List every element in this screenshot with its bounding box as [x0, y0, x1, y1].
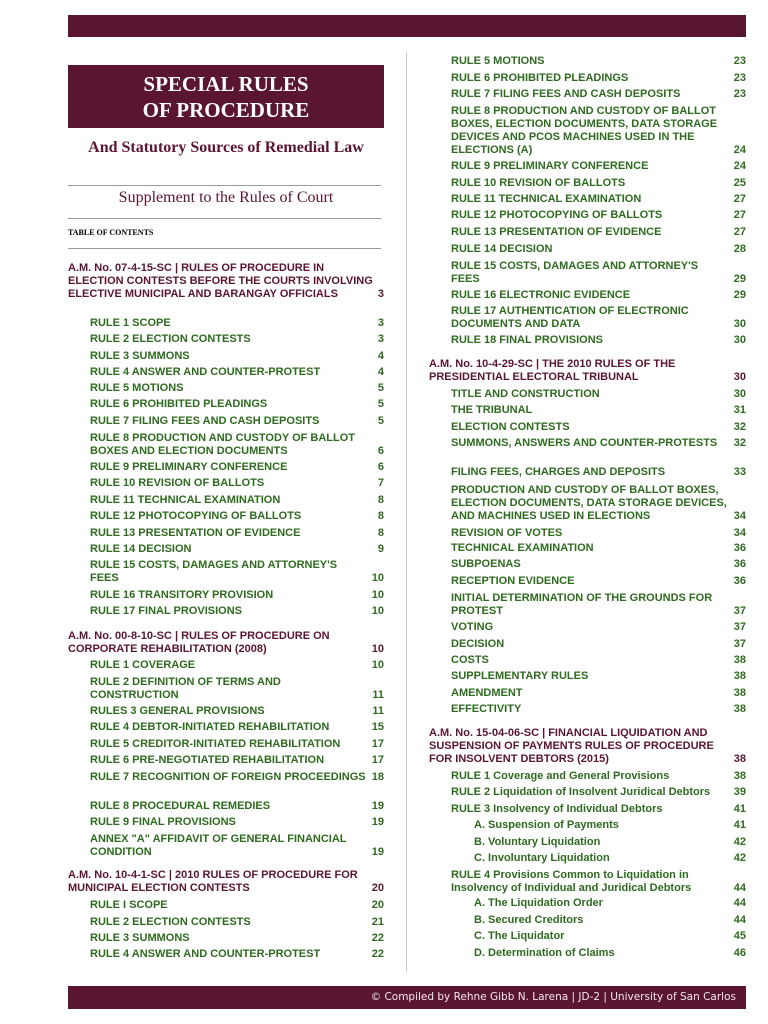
- toc-entry[interactable]: [90, 676, 384, 702]
- toc-entry[interactable]: [90, 589, 384, 602]
- toc-entry[interactable]: [451, 670, 746, 683]
- toc-entry-title: RULE 7 FILING FEES AND CASH DEPOSITS: [451, 88, 681, 100]
- toc-entry[interactable]: [90, 705, 384, 718]
- toc-entry[interactable]: [451, 558, 746, 571]
- toc-entry[interactable]: [451, 209, 746, 222]
- toc-entry-title: SUPPLEMENTARY RULES: [451, 670, 589, 682]
- title-line-2: OF PROCEDURE: [142, 98, 310, 122]
- toc-entry[interactable]: [451, 575, 746, 588]
- toc-entry-page: 41: [733, 803, 746, 815]
- toc-entry[interactable]: [451, 388, 746, 401]
- toc-entry-page: 18: [371, 771, 384, 783]
- toc-entry[interactable]: [90, 366, 384, 379]
- toc-entry-title: RULE 6 PROHIBITED PLEADINGS: [90, 398, 268, 410]
- toc-entry[interactable]: [451, 621, 746, 634]
- toc-entry-page: 41: [733, 819, 746, 831]
- toc-entry[interactable]: [90, 754, 384, 767]
- toc-entry-title: RULE 6 PRE-NEGOTIATED REHABILITATION: [90, 754, 325, 766]
- toc-entry-title: RULE 5 CREDITOR-INITIATED REHABILITATION: [90, 738, 341, 750]
- toc-entry-title: RULE 9 PRELIMINARY CONFERENCE: [90, 461, 288, 473]
- toc-entry-title: RULE 15 COSTS, DAMAGES AND ATTORNEY'S FEES: [90, 559, 338, 584]
- toc-entry-title: COSTS: [451, 654, 489, 666]
- toc-entry-page: 8: [377, 527, 384, 539]
- toc-entry-page: 8: [377, 494, 384, 506]
- toc-entry-page: 36: [733, 558, 746, 570]
- toc-entry-title: RULE 13 PRESENTATION OF EVIDENCE: [90, 527, 301, 539]
- toc-entry-page: 3: [377, 288, 384, 300]
- toc-entry-page: 17: [371, 738, 384, 750]
- toc-entry-title: RULE 7 RECOGNITION OF FOREIGN PROCEEDINGS: [90, 771, 366, 783]
- toc-entry-page: 32: [733, 437, 746, 449]
- toc-entry-page: 29: [733, 273, 746, 285]
- toc-entry-page: 30: [733, 334, 746, 346]
- toc-entry-title: D. Determination of Claims: [474, 947, 615, 959]
- toc-entry[interactable]: [451, 770, 746, 783]
- toc-entry-page: 38: [733, 753, 746, 765]
- toc-entry-title: B. Secured Creditors: [474, 914, 584, 926]
- toc-entry-title: RULE 8 PRODUCTION AND CUSTODY OF BALLOT BOXES, ELECTION DOCUMENTS, DATA STORAGE DEVICES AND PCOS MACHINES USED IN THE ELECTIONS (A): [451, 105, 718, 156]
- toc-entry-title: A.M. No. 10-4-29-SC | THE 2010 RULES OF THE PRESIDENTIAL ELECTORAL TRIBUNAL: [429, 358, 676, 383]
- toc-entry[interactable]: [90, 382, 384, 395]
- toc-entry-page: 10: [371, 605, 384, 617]
- toc-entry[interactable]: [474, 930, 746, 943]
- toc-entry[interactable]: [451, 869, 746, 895]
- toc-label: TABLE OF CONTENTS: [68, 228, 154, 237]
- toc-entry-title: RULE 7 FILING FEES AND CASH DEPOSITS: [90, 415, 320, 427]
- toc-entry-title: SUMMONS, ANSWERS AND COUNTER-PROTESTS: [451, 437, 718, 449]
- toc-entry[interactable]: [90, 948, 384, 961]
- toc-entry-title: TITLE AND CONSTRUCTION: [451, 388, 600, 400]
- toc-section-entry[interactable]: [68, 869, 384, 895]
- column-divider: [406, 52, 407, 972]
- toc-entry[interactable]: [474, 852, 746, 865]
- toc-section-entry[interactable]: [429, 727, 746, 766]
- toc-entry-page: 5: [377, 382, 384, 394]
- toc-entry-page: 19: [371, 846, 384, 858]
- toc-section-entry[interactable]: [429, 358, 746, 384]
- toc-entry-title: RULE 16 ELECTRONIC EVIDENCE: [451, 289, 631, 301]
- toc-entry-title: RULE 12 PHOTOCOPYING OF BALLOTS: [90, 510, 302, 522]
- toc-entry-title: INITIAL DETERMINATION OF THE GROUNDS FOR PROTEST: [451, 592, 713, 617]
- toc-entry-title: RULE 14 DECISION: [90, 543, 192, 555]
- toc-entry-title: RULE 13 PRESENTATION OF EVIDENCE: [451, 226, 662, 238]
- divider-rule: [68, 248, 381, 249]
- toc-entry[interactable]: [451, 243, 746, 256]
- toc-entry[interactable]: [451, 703, 746, 716]
- toc-entry-title: RULE 15 COSTS, DAMAGES AND ATTORNEY'S FEES: [451, 260, 699, 285]
- toc-entry-title: RULE 4 ANSWER AND COUNTER-PROTEST: [90, 366, 321, 378]
- toc-entry-title: A.M. No. 10-4-1-SC | 2010 RULES OF PROCEDURE FOR MUNICIPAL ELECTION CONTESTS: [68, 869, 358, 894]
- toc-entry-title: VOTING: [451, 621, 494, 633]
- toc-entry[interactable]: [474, 947, 746, 960]
- header-bar: [68, 15, 746, 37]
- toc-entry-page: 7: [377, 477, 384, 489]
- toc-entry-title: A. The Liquidation Order: [474, 897, 603, 909]
- toc-entry-title: RULE 10 REVISION OF BALLOTS: [451, 177, 626, 189]
- toc-entry-page: 15: [371, 721, 384, 733]
- toc-entry-title: RULE 5 MOTIONS: [90, 382, 184, 394]
- toc-entry-title: ANNEX "A" AFFIDAVIT OF GENERAL FINANCIAL CONDITION: [90, 833, 347, 858]
- toc-entry-title: RULE 17 AUTHENTICATION OF ELECTRONIC DOCUMENTS AND DATA: [451, 305, 689, 330]
- toc-entry-title: RULES 3 GENERAL PROVISIONS: [90, 705, 265, 717]
- toc-entry-page: 10: [371, 572, 384, 584]
- toc-entry[interactable]: [451, 226, 746, 239]
- toc-entry[interactable]: [451, 542, 746, 555]
- toc-entry-page: 6: [377, 461, 384, 473]
- toc-entry-page: 3: [377, 333, 384, 345]
- toc-entry-page: 38: [733, 687, 746, 699]
- toc-entry[interactable]: [451, 421, 746, 434]
- toc-entry-title: RULE 11 TECHNICAL EXAMINATION: [90, 494, 281, 506]
- toc-entry-page: 25: [733, 177, 746, 189]
- toc-entry-title: A. Suspension of Payments: [474, 819, 619, 831]
- toc-entry-title: RULE I SCOPE: [90, 899, 168, 911]
- toc-entry-page: 36: [733, 575, 746, 587]
- toc-entry-page: 10: [371, 589, 384, 601]
- toc-entry-page: 3: [377, 317, 384, 329]
- toc-entry[interactable]: [90, 771, 384, 784]
- toc-entry-page: 31: [733, 404, 746, 416]
- toc-entry-page: 20: [371, 899, 384, 911]
- toc-entry[interactable]: [90, 816, 384, 829]
- toc-entry-page: 44: [733, 882, 746, 894]
- footer-bar: [68, 986, 746, 1009]
- toc-entry-title: RULE 5 MOTIONS: [451, 55, 545, 67]
- toc-entry-title: AMENDMENT: [451, 687, 523, 699]
- toc-entry-page: 46: [733, 947, 746, 959]
- toc-entry[interactable]: [90, 510, 384, 523]
- toc-entry[interactable]: [451, 160, 746, 173]
- toc-entry-title: RULE 2 ELECTION CONTESTS: [90, 916, 251, 928]
- toc-entry-page: 5: [377, 415, 384, 427]
- toc-entry-page: 19: [371, 816, 384, 828]
- toc-entry-page: 30: [733, 318, 746, 330]
- toc-entry-page: 27: [733, 209, 746, 221]
- toc-entry-title: RULE 4 Provisions Common to Liquidation in Insolvency of Individual and Juridical Debtors: [451, 869, 692, 894]
- toc-entry[interactable]: [90, 350, 384, 363]
- divider-rule: [68, 185, 381, 186]
- toc-entry-page: 36: [733, 542, 746, 554]
- toc-entry[interactable]: [90, 527, 384, 540]
- supplement-heading: Supplement to the Rules of Court: [118, 189, 334, 206]
- toc-entry-title: RULE 4 DEBTOR-INITIATED REHABILITATION: [90, 721, 330, 733]
- toc-entry-title: PRODUCTION AND CUSTODY OF BALLOT BOXES, ELECTION DOCUMENTS, DATA STORAGE DEVICES, AND MACHINES USED IN ELECTIONS: [451, 484, 727, 522]
- toc-entry-title: RULE 2 ELECTION CONTESTS: [90, 333, 251, 345]
- toc-entry-title: RULE 8 PROCEDURAL REMEDIES: [90, 800, 271, 812]
- toc-entry-page: 28: [733, 243, 746, 255]
- toc-entry-page: 38: [733, 654, 746, 666]
- toc-entry-title: RULE 1 Coverage and General Provisions: [451, 770, 670, 782]
- toc-entry-title: RULE 16 TRANSITORY PROVISION: [90, 589, 274, 601]
- toc-entry-title: RULE 12 PHOTOCOPYING OF BALLOTS: [451, 209, 663, 221]
- toc-entry-page: 27: [733, 193, 746, 205]
- toc-entry-page: 42: [733, 852, 746, 864]
- toc-entry-page: 38: [733, 670, 746, 682]
- toc-entry[interactable]: [90, 559, 384, 585]
- toc-entry-title: FILING FEES, CHARGES AND DEPOSITS: [451, 466, 666, 478]
- toc-entry-title: SUBPOENAS: [451, 558, 521, 570]
- toc-entry[interactable]: [451, 105, 746, 157]
- toc-entry-title: RULE 17 FINAL PROVISIONS: [90, 605, 242, 617]
- toc-entry[interactable]: [90, 899, 384, 912]
- toc-entry-page: 24: [733, 144, 746, 156]
- toc-entry[interactable]: [451, 88, 746, 101]
- toc-entry[interactable]: [451, 404, 746, 417]
- toc-entry-page: 30: [733, 371, 746, 383]
- toc-entry-page: 6: [377, 445, 384, 457]
- toc-entry-title: RULE 2 Liquidation of Insolvent Juridical Debtors: [451, 786, 711, 798]
- toc-entry-page: 38: [733, 703, 746, 715]
- toc-entry-page: 37: [733, 605, 746, 617]
- toc-entry-title: RULE 8 PRODUCTION AND CUSTODY OF BALLOT BOXES AND ELECTION DOCUMENTS: [90, 432, 356, 457]
- toc-entry-page: 23: [733, 88, 746, 100]
- toc-entry[interactable]: [451, 334, 746, 347]
- toc-entry-title: RULE 9 FINAL PROVISIONS: [90, 816, 236, 828]
- toc-entry[interactable]: [90, 432, 384, 458]
- toc-entry[interactable]: [90, 461, 384, 474]
- toc-entry-page: 8: [377, 510, 384, 522]
- toc-entry-title: EFFECTIVITY: [451, 703, 522, 715]
- toc-entry[interactable]: [90, 738, 384, 751]
- toc-entry[interactable]: [90, 494, 384, 507]
- toc-entry[interactable]: [90, 800, 384, 813]
- toc-entry[interactable]: [474, 836, 746, 849]
- toc-entry-page: 10: [371, 659, 384, 671]
- toc-entry-page: 37: [733, 621, 746, 633]
- toc-entry-page: 29: [733, 289, 746, 301]
- toc-entry-title: ELECTION CONTESTS: [451, 421, 570, 433]
- toc-entry-title: C. The Liquidator: [474, 930, 565, 942]
- toc-entry[interactable]: [90, 543, 384, 556]
- toc-entry-page: 32: [733, 421, 746, 433]
- toc-entry[interactable]: [90, 605, 384, 618]
- toc-entry-title: RULE 4 ANSWER AND COUNTER-PROTEST: [90, 948, 321, 960]
- toc-entry-title: RULE 3 Insolvency of Individual Debtors: [451, 803, 663, 815]
- divider-rule: [68, 218, 381, 219]
- title-line-1: SPECIAL RULES: [143, 72, 309, 96]
- toc-entry[interactable]: [451, 305, 746, 331]
- toc-entry-page: 23: [733, 72, 746, 84]
- toc-entry-page: 30: [733, 388, 746, 400]
- toc-entry[interactable]: [451, 638, 746, 651]
- toc-entry-page: 27: [733, 226, 746, 238]
- toc-entry[interactable]: [451, 786, 746, 799]
- toc-entry-title: RULE 6 PROHIBITED PLEADINGS: [451, 72, 629, 84]
- toc-entry-title: RULE 3 SUMMONS: [90, 932, 190, 944]
- toc-entry[interactable]: [451, 289, 746, 302]
- toc-entry[interactable]: [451, 484, 746, 523]
- toc-entry-page: 17: [371, 754, 384, 766]
- toc-entry[interactable]: [451, 592, 746, 618]
- toc-entry[interactable]: [90, 415, 384, 428]
- toc-entry-page: 22: [371, 932, 384, 944]
- toc-entry[interactable]: [451, 260, 746, 286]
- toc-entry[interactable]: [90, 333, 384, 346]
- toc-entry[interactable]: [90, 721, 384, 734]
- toc-entry-page: 20: [371, 882, 384, 894]
- toc-entry-page: 42: [733, 836, 746, 848]
- toc-entry-title: RULE 1 SCOPE: [90, 317, 171, 329]
- toc-entry[interactable]: [90, 916, 384, 929]
- toc-entry-page: 34: [733, 510, 746, 522]
- toc-entry[interactable]: [451, 687, 746, 700]
- toc-entry-page: 11: [372, 705, 384, 717]
- toc-entry[interactable]: [90, 833, 384, 859]
- toc-entry-title: RULE 1 COVERAGE: [90, 659, 196, 671]
- toc-entry-title: REVISION OF VOTES: [451, 527, 563, 539]
- toc-entry-page: 9: [377, 543, 384, 555]
- toc-entry-page: 11: [372, 689, 384, 701]
- toc-entry-title: RULE 18 FINAL PROVISIONS: [451, 334, 603, 346]
- toc-entry-page: 37: [733, 638, 746, 650]
- toc-entry[interactable]: [451, 55, 746, 68]
- toc-entry[interactable]: [451, 527, 746, 540]
- toc-entry[interactable]: [451, 437, 746, 450]
- toc-entry-title: TECHNICAL EXAMINATION: [451, 542, 594, 554]
- toc-entry-title: A.M. No. 00-8-10-SC | RULES OF PROCEDURE ON CORPORATE REHABILITATION (2008): [68, 630, 330, 655]
- toc-entry-page: 39: [733, 786, 746, 798]
- toc-section-entry[interactable]: [68, 630, 384, 656]
- toc-entry-title: A.M. No. 15-04-06-SC | FINANCIAL LIQUIDATION AND SUSPENSION OF PAYMENTS RULES OF PROCEDURE FOR INSOLVENT DEBTORS (2015): [429, 727, 714, 765]
- toc-entry[interactable]: [474, 914, 746, 927]
- toc-entry-title: RULE 11 TECHNICAL EXAMINATION: [451, 193, 642, 205]
- toc-entry[interactable]: [451, 803, 746, 816]
- toc-entry[interactable]: [474, 819, 746, 832]
- toc-entry[interactable]: [451, 177, 746, 190]
- toc-entry-page: 10: [371, 643, 384, 655]
- toc-entry-title: C. Involuntary Liquidation: [474, 852, 610, 864]
- toc-entry[interactable]: [90, 317, 384, 330]
- toc-entry-title: RULE 3 SUMMONS: [90, 350, 190, 362]
- toc-entry[interactable]: [90, 477, 384, 490]
- toc-entry[interactable]: [451, 193, 746, 206]
- toc-entry-page: 33: [733, 466, 746, 478]
- toc-entry-page: 5: [377, 398, 384, 410]
- toc-entry-page: 4: [377, 350, 384, 362]
- toc-entry-page: 4: [377, 366, 384, 378]
- document-title: [68, 65, 384, 128]
- document-subtitle: And Statutory Sources of Remedial Law: [88, 139, 364, 156]
- toc-entry[interactable]: [451, 654, 746, 667]
- toc-entry-page: 44: [733, 914, 746, 926]
- toc-entry-page: 21: [371, 916, 384, 928]
- toc-entry-title: A.M. No. 07-4-15-SC | RULES OF PROCEDURE IN ELECTION CONTESTS BEFORE THE COURTS INVOLVING ELECTIVE MUNICIPAL AND BARANGAY OFFICIALS: [68, 262, 373, 300]
- toc-entry-title: RULE 9 PRELIMINARY CONFERENCE: [451, 160, 649, 172]
- toc-entry[interactable]: [90, 932, 384, 945]
- toc-entry[interactable]: [90, 398, 384, 411]
- toc-entry-page: 22: [371, 948, 384, 960]
- toc-entry-title: RULE 10 REVISION OF BALLOTS: [90, 477, 265, 489]
- toc-entry[interactable]: [90, 659, 384, 672]
- toc-entry-page: 23: [733, 55, 746, 67]
- toc-section-entry[interactable]: [68, 262, 384, 301]
- toc-entry[interactable]: [474, 897, 746, 910]
- toc-entry-title: RULE 2 DEFINITION OF TERMS AND CONSTRUCTION: [90, 676, 281, 701]
- footer-credit: © Compiled by Rehne Gibb N. Larena | JD-2 | University of San Carlos: [370, 991, 736, 1003]
- toc-entry-page: 19: [371, 800, 384, 812]
- toc-entry[interactable]: [451, 466, 746, 479]
- toc-entry-page: 34: [733, 527, 746, 539]
- toc-entry[interactable]: [451, 72, 746, 85]
- toc-entry-title: RECEPTION EVIDENCE: [451, 575, 575, 587]
- toc-entry-title: B. Voluntary Liquidation: [474, 836, 601, 848]
- toc-entry-title: THE TRIBUNAL: [451, 404, 533, 416]
- toc-entry-page: 44: [733, 897, 746, 909]
- toc-entry-page: 45: [733, 930, 746, 942]
- toc-entry-title: DECISION: [451, 638, 505, 650]
- toc-entry-page: 24: [733, 160, 746, 172]
- toc-entry-title: RULE 14 DECISION: [451, 243, 553, 255]
- toc-entry-page: 38: [733, 770, 746, 782]
